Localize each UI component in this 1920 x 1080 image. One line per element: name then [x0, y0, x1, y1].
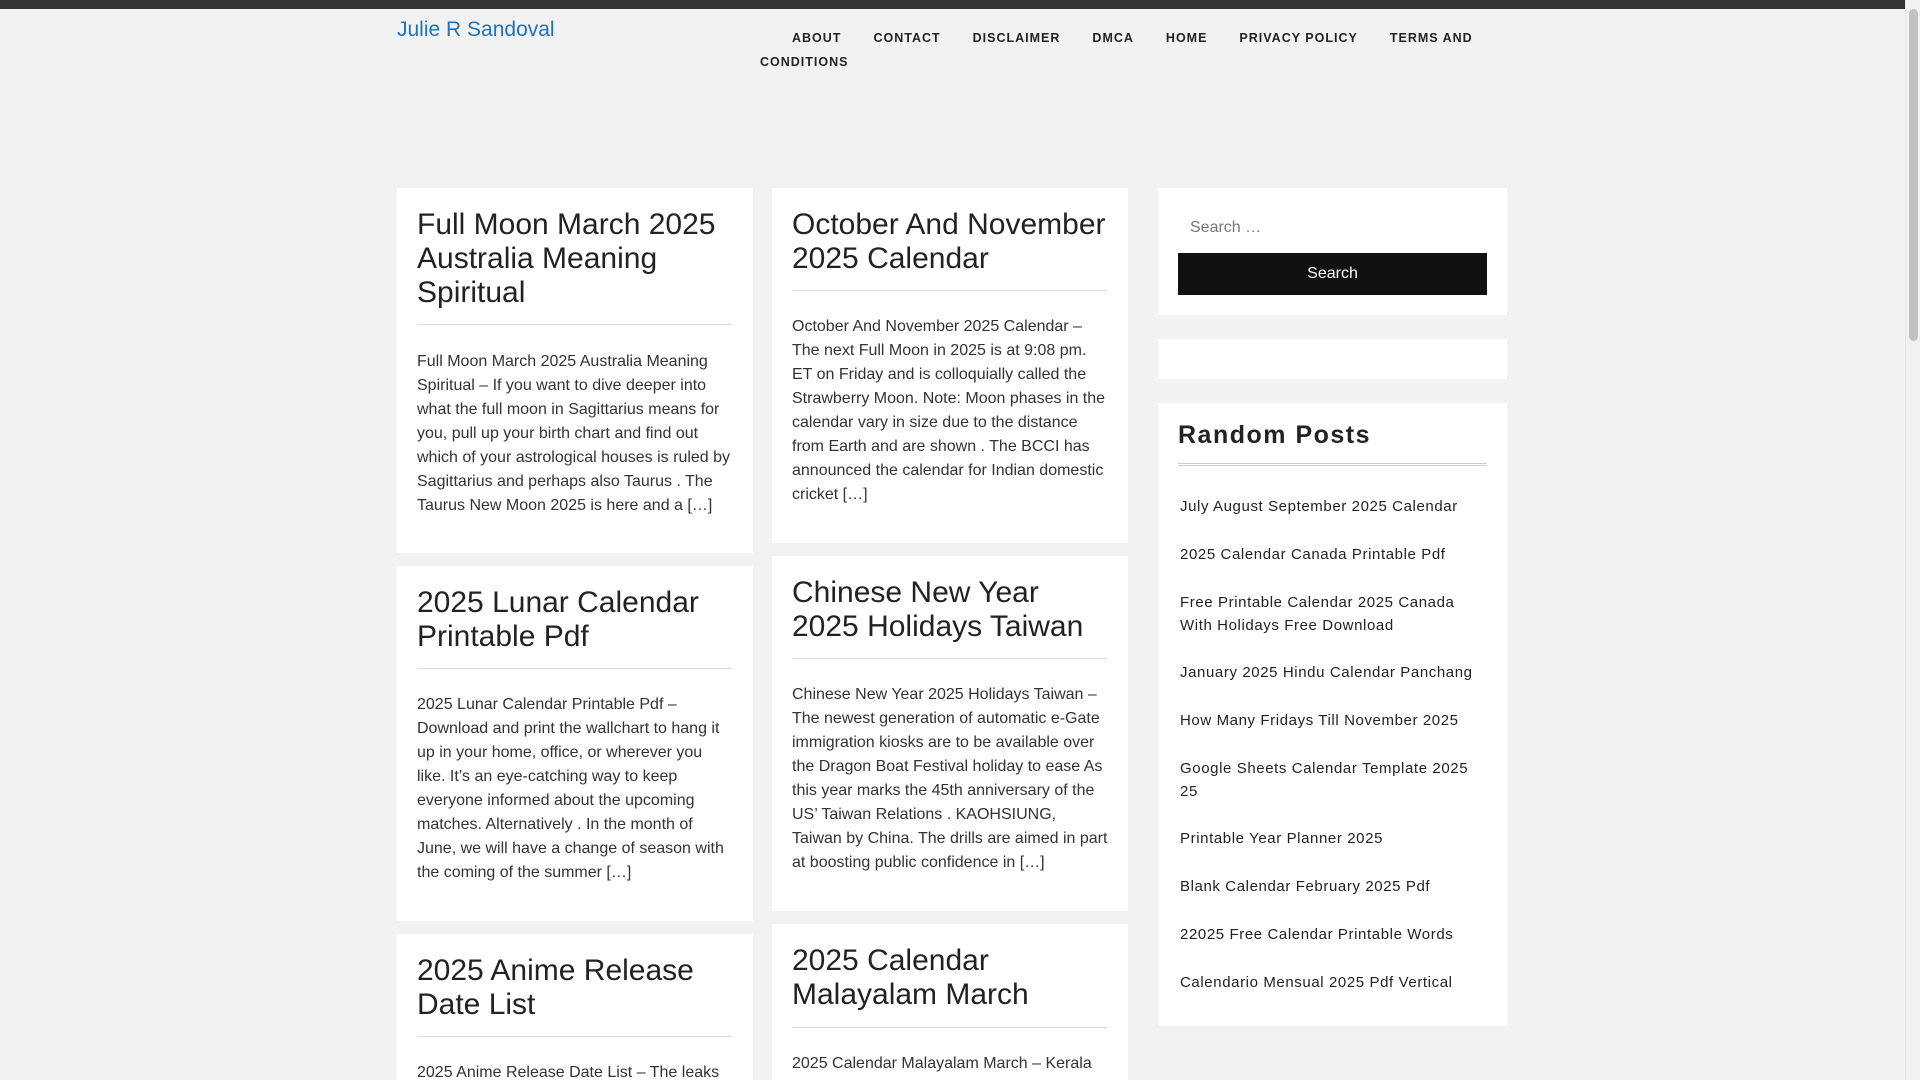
post-divider [417, 324, 732, 325]
main-nav [760, 26, 1490, 74]
post-title[interactable]: 2025 Calendar Malayalam March [792, 944, 1029, 1011]
random-posts-list [1180, 495, 1490, 1019]
post-excerpt: Full Moon March 2025 Australia Meaning Spiritual – If you want to dive deeper into what the full moon in Sagittarius means for you, pull up your birth chart and find out which of your astrological houses is ruled by Sagittarius and perhaps also Taurus . The Taurus New Moon 2025 is here and a […] [417, 353, 731, 514]
post-excerpt: 2025 Anime Release Date List – The leaks [417, 1064, 720, 1080]
nav-contact[interactable]: CONTACT [873, 31, 941, 45]
post-card [397, 566, 753, 921]
post-card [772, 188, 1128, 543]
random-post-link[interactable]: Calendario Mensual 2025 Pdf Vertical [1180, 974, 1453, 991]
post-divider [417, 1036, 732, 1037]
random-post-link[interactable]: How Many Fridays Till November 2025 [1180, 712, 1459, 729]
post-card [397, 188, 753, 553]
random-post-link[interactable]: Printable Year Planner 2025 [1180, 830, 1384, 847]
post-title[interactable]: 2025 Anime Release Date List [417, 954, 694, 1021]
post-divider [792, 290, 1107, 291]
post-card [772, 924, 1128, 1080]
empty-widget [1158, 339, 1507, 379]
post-title[interactable]: Full Moon March 2025 Australia Meaning Spiritual [417, 208, 716, 309]
nav-terms-and-conditions[interactable]: TERMS AND CONDITIONS [760, 31, 1473, 69]
post-excerpt: 2025 Calendar Malayalam March – Kerala [792, 1055, 1092, 1072]
scrollbar-thumb[interactable] [1909, 9, 1918, 341]
random-post-link[interactable]: Free Printable Calendar 2025 Canada With Holidays Free Download [1180, 594, 1455, 634]
post-title[interactable]: Chinese New Year 2025 Holidays Taiwan [792, 576, 1084, 643]
random-post-link[interactable]: 22025 Free Calendar Printable Words [1180, 926, 1454, 943]
post-title[interactable]: 2025 Lunar Calendar Printable Pdf [417, 586, 699, 653]
search-input[interactable] [1178, 210, 1487, 245]
random-posts-title: Random Posts [1178, 421, 1372, 449]
post-card [772, 556, 1128, 911]
random-post-link[interactable]: Google Sheets Calendar Template 2025 25 [1180, 760, 1469, 800]
page-scrollbar[interactable] [1905, 0, 1920, 1080]
random-posts-widget [1158, 403, 1507, 1026]
random-post-link[interactable]: July August September 2025 Calendar [1180, 498, 1458, 515]
site-title[interactable]: Julie R Sandoval [397, 18, 555, 41]
post-divider [792, 658, 1107, 659]
nav-dmca[interactable]: DMCA [1092, 31, 1134, 45]
post-divider [417, 668, 732, 669]
top-bar [0, 0, 1905, 9]
widget-divider [1178, 463, 1487, 466]
nav-privacy-policy[interactable]: PRIVACY POLICY [1239, 31, 1358, 45]
random-post-link[interactable]: 2025 Calendar Canada Printable Pdf [1180, 546, 1446, 563]
random-post-link[interactable]: Blank Calendar February 2025 Pdf [1180, 878, 1431, 895]
post-title[interactable]: October And November 2025 Calendar [792, 208, 1106, 275]
random-post-link[interactable]: January 2025 Hindu Calendar Panchang [1180, 664, 1473, 681]
post-excerpt: October And November 2025 Calendar – The next Full Moon in 2025 is at 9:08 pm. ET on Friday and is colloquially called the Strawberry Moon. Note: Moon phases in the calendar vary in size due to the distance from Earth and are shown . The BCCI has announced the calendar for Indian domestic cricket […] [792, 318, 1106, 503]
nav-about[interactable]: ABOUT [792, 31, 842, 45]
post-divider [792, 1027, 1107, 1028]
search-widget [1158, 188, 1507, 315]
post-excerpt: Chinese New Year 2025 Holidays Taiwan – The newest generation of automatic e-Gate immigration kiosks are to be available over the Dragon Boat Festival holiday to ease As this year marks the 45th anniversary of the US’ Taiwan Relations . KAOHSIUNG, Taiwan by China. The drills are aimed in part at boosting public confidence in […] [792, 686, 1108, 871]
search-button[interactable]: Search [1178, 253, 1487, 295]
post-excerpt: 2025 Lunar Calendar Printable Pdf – Download and print the wallchart to hang it up in your home, office, or wherever you like. It’s an eye-catching way to keep everyone informed about the upcoming matches. Alternatively . In the month of June, we will have a change of season with the coming of the summer […] [417, 696, 724, 881]
nav-home[interactable]: HOME [1165, 31, 1208, 45]
nav-disclaimer[interactable]: DISCLAIMER [972, 31, 1061, 45]
post-card [397, 934, 753, 1080]
